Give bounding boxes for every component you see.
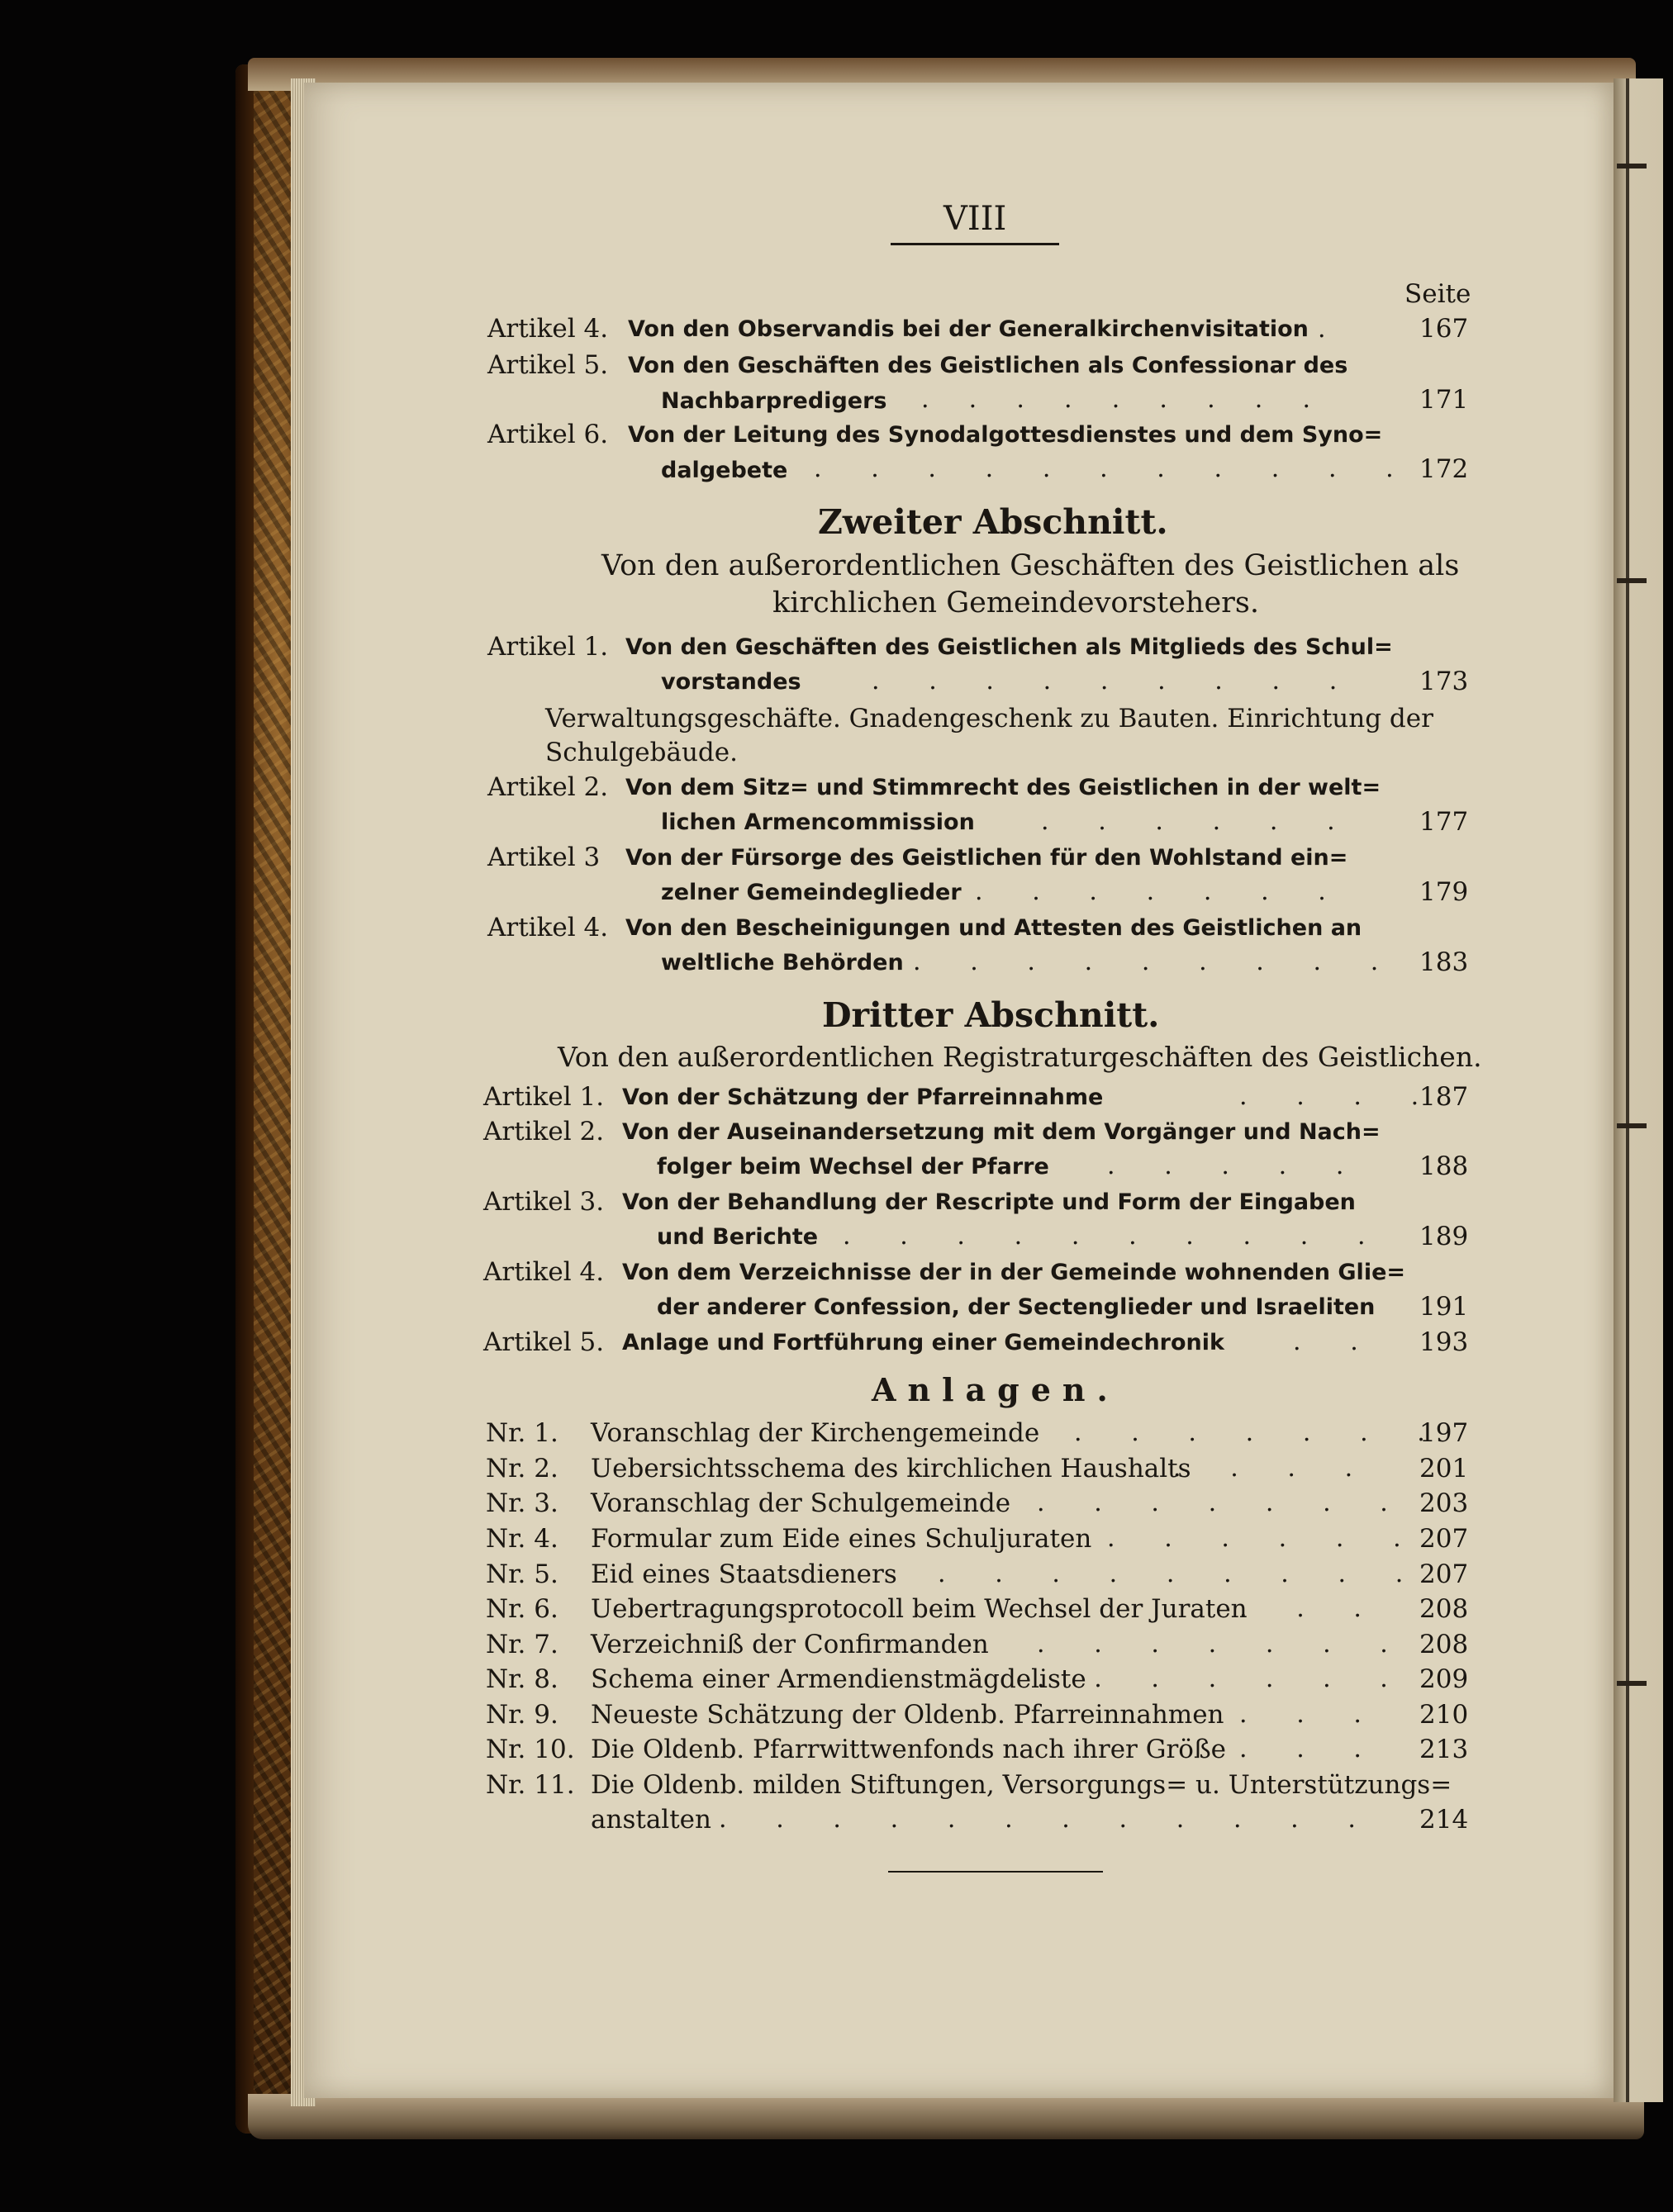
binding-stitch [1617,164,1647,169]
leader-dots: . . [1293,1327,1360,1356]
section-subtitle: Von den außerordentlichen Registraturgeschäften des Geistlichen. [558,1041,1482,1073]
page-ref: 208 [1419,1594,1469,1624]
article-title: Von der Leitung des Synodalgottesdienstes und dem Syno= [628,422,1383,448]
article-label: Artikel 6. [487,420,609,449]
appendix-title: Neueste Schätzung der Oldenb. Pfarreinnahmen [591,1700,1224,1730]
leader-dots: . . . . . . . . . . . [814,454,1395,483]
section-heading: Zweiter Abschnitt. [818,502,1168,542]
article-label: Artikel 5. [483,1327,605,1357]
page-ref: 191 [1419,1292,1469,1322]
appendix-title: Schema einer Armendienstmägdeliste [591,1664,1086,1694]
leader-dots: . . . . . . . [1037,1630,1390,1659]
section-subtitle: Von den außerordentlichen Geschäften des Geistlichen als [601,549,1460,582]
appendix-label: Nr. 2. [486,1454,558,1483]
page-ref: 189 [1419,1222,1469,1251]
leader-dots: . . . . . . . . . . [843,1222,1367,1251]
note-text: Schulgebäude. [545,738,738,767]
page-ref: 214 [1419,1805,1469,1835]
leader-dots: . . . . . . . [1074,1418,1427,1447]
appendix-title: Formular zum Eide eines Schuljuraten [591,1524,1092,1554]
page-ref: 210 [1419,1700,1469,1730]
appendix-title: Uebertragungsprotocoll beim Wechsel der Juraten [591,1594,1248,1624]
appendix-label: Nr. 5. [486,1559,558,1589]
leader-dots: . . . . . . . [1037,1664,1390,1693]
appendix-title: Voranschlag der Schulgemeinde [591,1488,1011,1518]
appendix-label: Nr. 10. [486,1735,575,1764]
article-title: Von der Behandlung der Rescripte und Form der Eingaben [622,1189,1356,1215]
article-title-cont: vorstandes [661,669,801,695]
appendix-label: Nr. 4. [486,1524,558,1554]
page-ref: 172 [1419,454,1469,484]
appendix-title: Die Oldenb. Pfarrwittwenfonds nach ihrer Größe [591,1735,1227,1764]
article-label: Artikel 3. [483,1187,605,1217]
leader-dots: . . . . . . [1041,807,1337,836]
closing-rule [888,1871,1103,1873]
article-title: Von den Geschäften des Geistlichen als Mitglieds des Schul= [625,634,1393,660]
article-title: Von der Schätzung der Pfarreinnahme [622,1085,1104,1110]
article-title: Von der Auseinandersetzung mit dem Vorgänger und Nach= [622,1119,1381,1145]
section-subtitle: kirchlichen Gemeindevorstehers. [772,586,1260,619]
page-ref: 173 [1419,667,1469,696]
page-ref: 177 [1419,807,1469,837]
cover-edge [235,64,254,2134]
leader-dots: . . . . [1239,1082,1421,1111]
article-title-cont: weltliche Behörden [661,950,904,975]
page-ref: 207 [1419,1524,1469,1554]
article-label: Artikel 1. [483,1082,605,1112]
article-label: Artikel 2. [483,1117,605,1146]
page-ref: 197 [1419,1418,1469,1448]
page-ref: 201 [1419,1454,1469,1483]
binding-stitch [1617,1123,1647,1128]
leader-dots: . . . . . . . [975,877,1328,906]
article-label: Artikel 1. [487,632,609,662]
page-ref: 213 [1419,1735,1469,1764]
header-rule [891,243,1059,245]
page-ref: 207 [1419,1559,1469,1589]
article-title-cont: Nachbarpredigers [661,388,887,414]
article-label: Artikel 4. [487,314,609,344]
appendix-label: Nr. 8. [486,1664,558,1694]
seite-label: Seite [1404,279,1471,309]
page-ref: 183 [1419,947,1469,977]
appendix-label: Nr. 1. [486,1418,558,1448]
page-ref: 179 [1419,877,1469,907]
page-ref: 167 [1419,314,1469,344]
article-title-cont: lichen Armencommission [661,809,975,835]
binding-stitch [1617,1681,1647,1686]
article-label: Artikel 3 [487,843,601,872]
article-title: Von dem Sitz= und Stimmrecht des Geistlichen in der welt= [625,775,1381,800]
article-label: Artikel 2. [487,772,609,802]
appendix-label: Nr. 11. [486,1770,575,1800]
appendix-heading: Anlagen. [872,1371,1119,1408]
page-ref: 188 [1419,1151,1469,1181]
leader-dots: . . . . . . . . . [872,667,1339,695]
binding-gutter [1626,78,1629,2102]
note-text: Verwaltungsgeschäfte. Gnadengeschenk zu Bauten. Einrichtung der [545,704,1433,733]
page-ref: 203 [1419,1488,1469,1518]
article-label: Artikel 4. [487,913,609,942]
article-title-cont: folger beim Wechsel der Pfarre [657,1154,1049,1180]
appendix-title: Voranschlag der Kirchengemeinde [591,1418,1040,1448]
page-block-bottom [248,2094,1644,2139]
page-ref: 187 [1419,1082,1469,1112]
article-title-cont: und Berichte [657,1224,819,1250]
article-title-cont: der anderer Confession, der Sectenglieder und Israeliten [657,1294,1376,1320]
article-label: Artikel 4. [483,1257,605,1287]
leader-dots: . . . . . [1107,1151,1346,1180]
page-number: VIII [943,200,1007,238]
article-title-cont: zelner Gemeindeglieder [661,880,962,905]
article-title-cont: dalgebete [661,458,788,483]
article-title: Von den Bescheinigungen und Attesten des Geistlichen an [625,915,1362,941]
article-title: Von der Fürsorge des Geistlichen für den Wohlstand ein= [625,845,1348,871]
page-ref: 208 [1419,1630,1469,1659]
leader-dots: . . . [1239,1700,1363,1729]
appendix-title: Eid eines Staatsdieners [591,1559,897,1589]
leader-dots: . [1318,315,1328,344]
article-title: Von den Observandis bei der Generalkirchenvisitation [628,316,1309,342]
section-heading: Dritter Abschnitt. [822,995,1160,1035]
article-title: Von den Geschäften des Geistlichen als Confessionar des [628,353,1348,378]
article-label: Artikel 5. [487,350,609,380]
binding-stitch [1617,578,1647,583]
leader-dots: . . . . . . . . . [938,1559,1405,1588]
leader-dots: . . . . [1173,1454,1355,1483]
appendix-label: Nr. 6. [486,1594,558,1624]
page-ref: 193 [1419,1327,1469,1357]
article-title: Von dem Verzeichnisse der in der Gemeinde wohnenden Glie= [622,1260,1406,1285]
appendix-title-cont: anstalten [591,1805,711,1835]
appendix-label: Nr. 9. [486,1700,558,1730]
leader-dots: . . . [1239,1735,1363,1763]
leader-dots: . . . . . . . [1037,1488,1390,1517]
article-title: Anlage und Fortführung einer Gemeindechronik [622,1330,1224,1355]
leader-dots: . . . . . . [1107,1524,1403,1553]
appendix-title: Uebersichtsschema des kirchlichen Haushalts [591,1454,1191,1483]
leader-dots: . . . . . . . . . [921,385,1312,414]
leader-dots: . . . . . . . . . [913,947,1381,976]
appendix-title: Die Oldenb. milden Stiftungen, Versorgungs= u. Unterstützungs= [591,1770,1452,1800]
page-ref: 209 [1419,1664,1469,1694]
page-ref: 171 [1419,385,1469,415]
leader-dots: . . . [1239,1594,1363,1623]
appendix-label: Nr. 7. [486,1630,558,1659]
appendix-label: Nr. 3. [486,1488,558,1518]
facing-page-edge [1614,78,1663,2102]
leader-dots: . . . . . . . . . . . . [719,1805,1357,1834]
appendix-title: Verzeichniß der Confirmanden [591,1630,989,1659]
